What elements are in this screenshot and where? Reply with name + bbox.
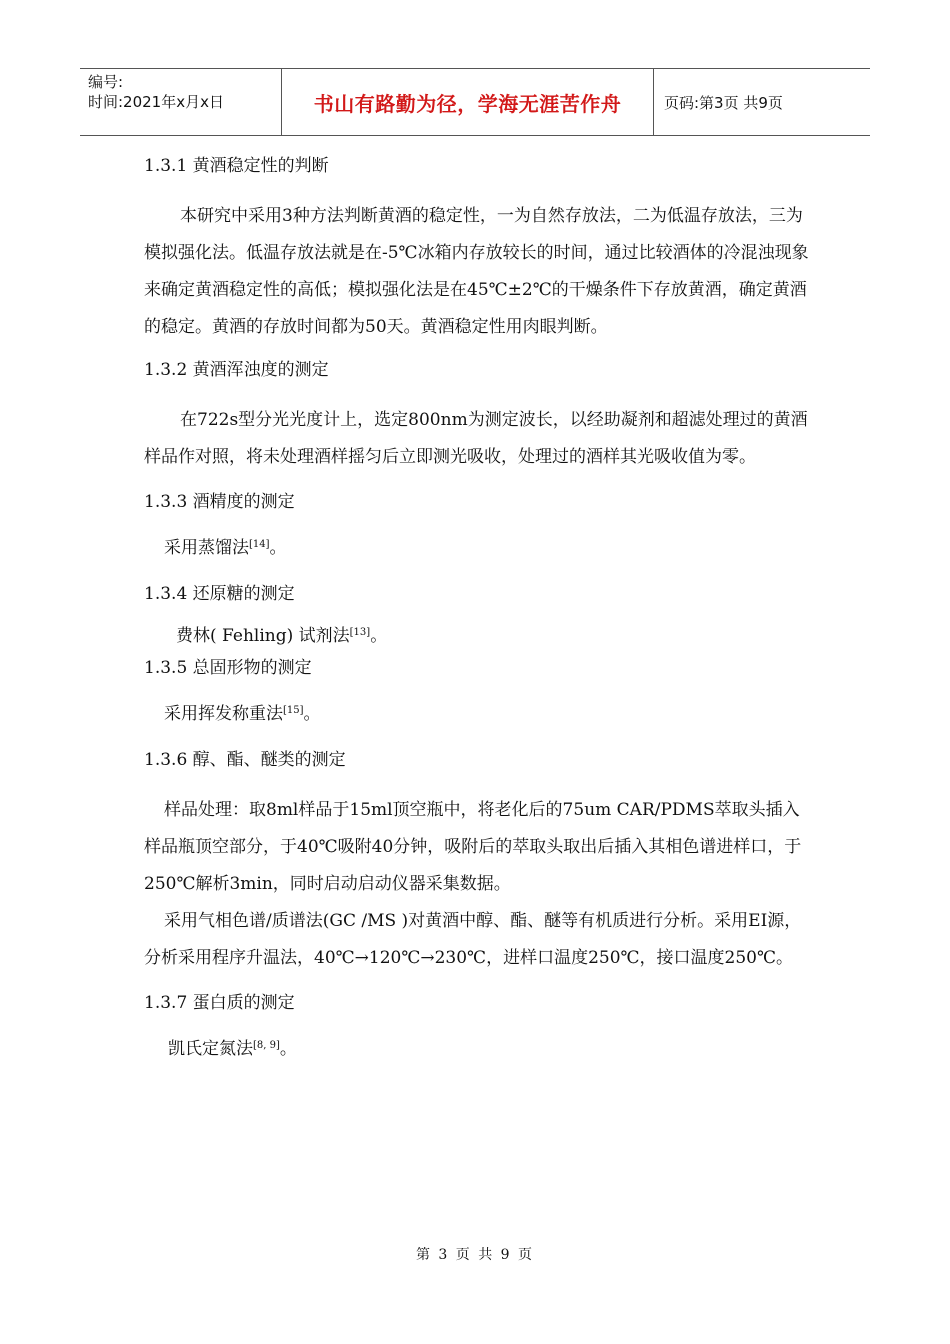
section-1-3-3-heading: 1.3.3 酒精度的测定 xyxy=(144,492,295,512)
section-1-3-7-heading: 1.3.7 蛋白质的测定 xyxy=(144,993,295,1013)
page-header xyxy=(80,68,870,136)
section-1-3-1-paragraph: 本研究中采用3种方法判断黄酒的稳定性，一为自然存放法，二为低温存放法，三为模拟强化法。低温存放法就是在-5℃冰箱内存放较长的时间，通过比较酒体的冷混浊现象来确定黄酒稳定性的高低；模拟强化法是在45℃±2℃的干燥条件下存放黄酒，确定黄酒的稳定。黄酒的存放时间都为50天。黄酒稳定性用肉眼判断。 xyxy=(144,206,809,337)
citation-ref: [14] xyxy=(249,539,270,550)
header-motto: 书山有路勤为径，学海无涯苦作舟 xyxy=(313,91,622,116)
sentence-end: 。 xyxy=(303,704,321,724)
section-1-3-3-text xyxy=(144,534,810,562)
section-1-3-4-method: 费林( Fehling) 试剂法 xyxy=(176,626,350,646)
section-1-3-5-text xyxy=(144,700,810,728)
header-page-info: 页码:第3页 共9页 xyxy=(664,93,783,112)
sentence-end: 。 xyxy=(370,626,388,646)
section-1-3-7-text xyxy=(144,1035,810,1063)
document-body xyxy=(144,152,810,1063)
section-1-3-6-heading: 1.3.6 醇、酯、醚类的测定 xyxy=(144,750,346,770)
section-1-3-1-heading: 1.3.1 黄酒稳定性的判断 xyxy=(144,156,329,176)
section-1-3-2-heading: 1.3.2 黄酒浑浊度的测定 xyxy=(144,360,329,380)
section-1-3-3-method: 采用蒸馏法 xyxy=(164,538,249,558)
citation-ref: [8, 9] xyxy=(253,1040,280,1051)
citation-ref: [13] xyxy=(349,627,371,638)
section-1-3-6-paragraph-1: 样品处理：取8ml样品于15ml顶空瓶中，将老化后的75um CAR/PDMS萃取头插入样品瓶顶空部分，于40℃吸附40分钟，吸附后的萃取头取出后插入其相色谱进样口，于250℃解析3min，同时启动启动仪器采集数据。 xyxy=(144,800,802,894)
document-number-label: 编号: xyxy=(88,73,124,91)
section-1-3-6-paragraph-2: 采用气相色谱/质谱法(GC /MS )对黄酒中醇、酯、醚等有机质进行分析。采用EI源，分析采用程序升温法，40℃→120℃→230℃，进样口温度250℃，接口温度250℃。 xyxy=(144,911,802,968)
section-1-3-7-method: 凯氏定氮法 xyxy=(168,1039,253,1059)
header-meta xyxy=(80,69,282,135)
section-1-3-2-paragraph: 在722s型分光光度计上，选定800nm为测定波长，以经助凝剂和超滤处理过的黄酒样品作对照，将未处理酒样摇匀后立即测光吸收，处理过的酒样其光吸收值为零。 xyxy=(144,410,808,467)
section-1-3-4-heading: 1.3.4 还原糖的测定 xyxy=(144,584,295,604)
section-1-3-4-text xyxy=(144,622,810,650)
header-motto-cell xyxy=(282,69,654,135)
sentence-end: 。 xyxy=(279,1039,297,1059)
section-1-3-5-heading: 1.3.5 总固形物的测定 xyxy=(144,658,312,678)
section-1-3-5-method: 采用挥发称重法 xyxy=(164,704,283,724)
page-footer: 第 3 页 共 9 页 xyxy=(415,1247,535,1263)
document-time-label: 时间:2021年x月x日 xyxy=(88,93,224,111)
sentence-end: 。 xyxy=(269,538,287,558)
citation-ref: [15] xyxy=(283,705,304,716)
